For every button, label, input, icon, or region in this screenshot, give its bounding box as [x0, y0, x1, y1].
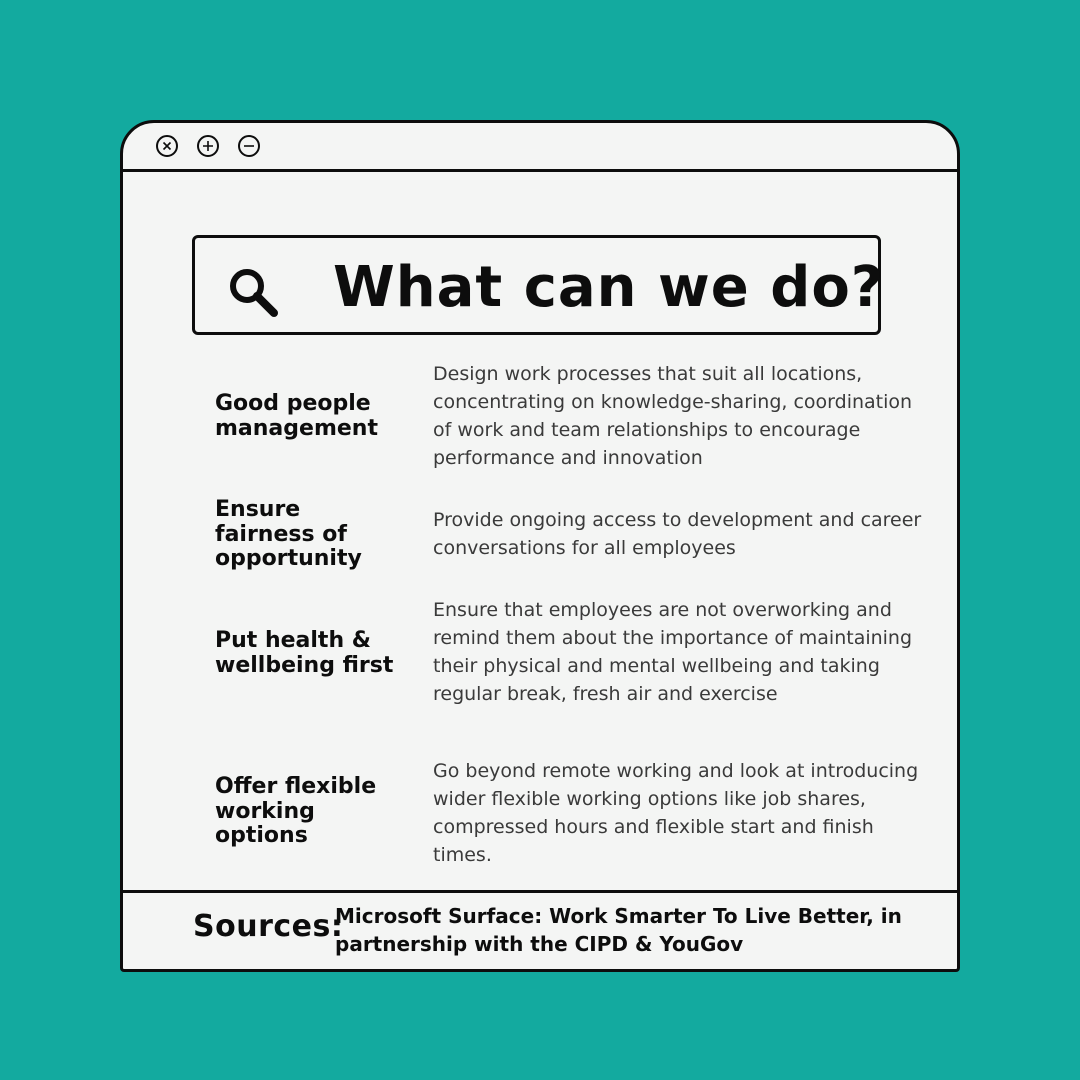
item-label: Good people management	[215, 391, 378, 441]
sources-text: Microsoft Surface: Work Smarter To Live Better, in partnership with the CIPD & YouGov	[335, 904, 902, 956]
title-bar	[123, 123, 957, 172]
item-description: Go beyond remote working and look at introducing wider flexible working options like job shares, compressed hours and flexible start and finish times.	[433, 760, 919, 866]
item-label: Offer flexible working options	[215, 774, 377, 848]
plus-icon[interactable]	[197, 135, 219, 157]
search-icon	[226, 265, 282, 321]
sources-label: Sources:	[193, 909, 344, 944]
item-description: Provide ongoing access to development and career conversations for all employees	[433, 509, 922, 559]
item-label: Ensure fairness of opportunity	[215, 497, 362, 571]
item-label: Put health & wellbeing first	[215, 628, 394, 678]
search-bar[interactable]	[192, 235, 885, 335]
item-description: Design work processes that suit all locations, concentrating on knowledge-sharing, coordination of work and team relationships to encourage performance and innovation	[433, 363, 913, 469]
sources-bar	[123, 890, 957, 969]
item-description: Ensure that employees are not overworking and remind them about the importance of maintaining their physical and mental wellbeing and taking regular break, fresh air and exercise	[433, 599, 913, 705]
close-icon[interactable]	[156, 135, 178, 157]
minus-icon[interactable]	[238, 135, 260, 157]
browser-window	[120, 120, 960, 972]
search-title: What can we do?	[333, 255, 885, 320]
